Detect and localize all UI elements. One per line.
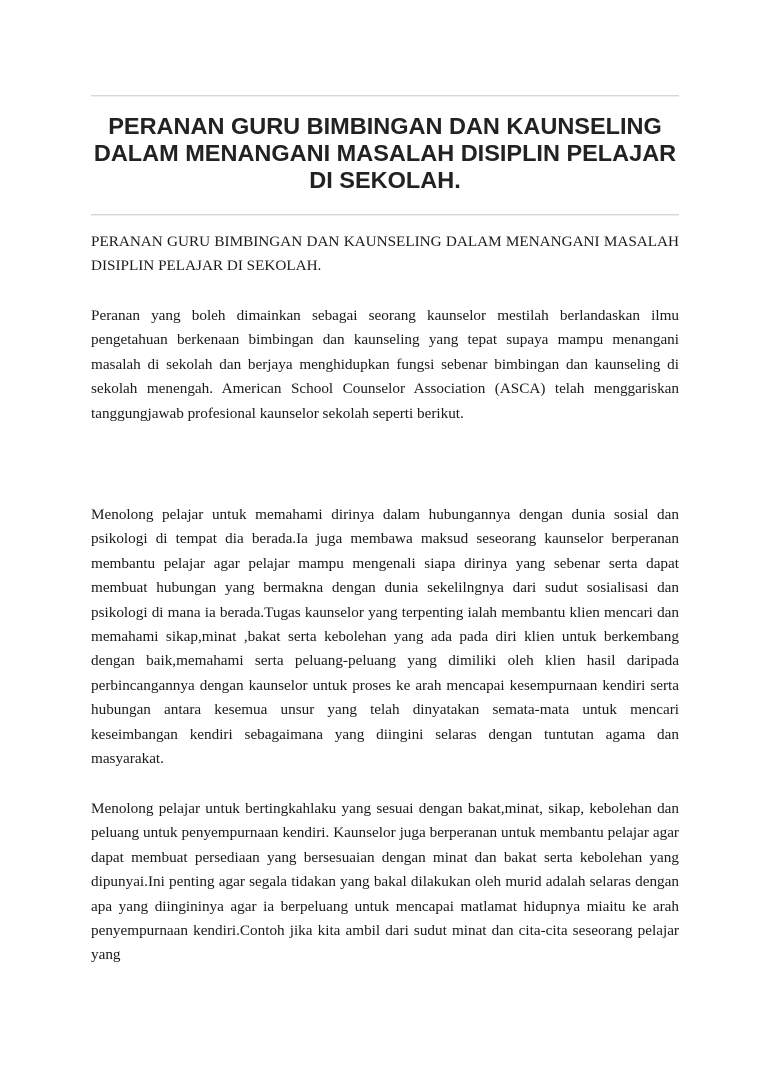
paragraph-introduction: Peranan yang boleh dimainkan sebagai seorang kaunselor mestilah berlandaskan ilmu pengetahuan berkenaan bimbingan dan kaunseling yang tepat supaya mampu menangani masalah di sekolah dan berjaya menghidupkan fungsi sebenar bimbingan dan kaunseling di sekolah menengah. American School Counselor Association (ASCA) telah menggariskan tanggungjawab profesional kaunselor sekolah seperti berikut. [91, 307, 679, 422]
title-bottom-divider [91, 214, 679, 215]
title-top-divider [91, 95, 679, 96]
paragraph-responsibility-1: Menolong pelajar untuk memahami dirinya dalam hubungannya dengan dunia sosial dan psikologi di tempat dia berada.Ia juga membawa maksud seseorang kaunselor berperanan membantu pelajar agar pelajar mampu mengenali siapa dirinya yang sebenar serta dapat membuat hubungan yang bermakna dengan dunia sekelilngnya dari sudut sosialisasi dan psikologi di mana ia berada.Tugas kaunselor yang terpenting ialah membantu klien mencari dan memahami sikap,minat ,bakat serta kebolehan yang ada pada diri klien untuk berkembang dengan baik,memahami serta peluang-peluang yang dimiliki oleh klien hasil daripada perbincangannya dengan kaunselor untuk proses ke arah mencapai kesempurnaan kendiri serta hubungan antara kesemua unsur yang telah dinyatakan semata-mata untuk mencari keseimbangan kendiri sebagaimana yang diingini selaras dengan tuntutan agama dan masyarakat. [91, 506, 679, 768]
paragraph-heading-repeat: PERANAN GURU BIMBINGAN DAN KAUNSELING DALAM MENANGANI MASALAH DISIPLIN PELAJAR DI SEKOLAH. [91, 233, 679, 275]
paragraph-responsibility-2: Menolong pelajar untuk bertingkahlaku yang sesuai dengan bakat,minat, sikap, kebolehan dan peluang untuk penyempurnaan kendiri. Kaunselor juga berperanan untuk membantu pelajar agar dapat membuat persediaan yang bersesuaian dengan minat dan bakat serta kebolehan yang dipunyai.Ini penting agar segala tidakan yang bakal dilakukan oleh murid adalah selaras dengan apa yang diingininya agar ia berpeluang untuk mencapai matlamat hidupnya miaitu ke arah penyempurnaan kendiri.Contoh jika kita ambil dari sudut minat dan cita-cita seseorang pelajar yang [91, 800, 679, 964]
page-title: PERANAN GURU BIMBINGAN DAN KAUNSELING DALAM MENANGANI MASALAH DISIPLIN PELAJAR DI SEKOLAH. [93, 113, 677, 193]
